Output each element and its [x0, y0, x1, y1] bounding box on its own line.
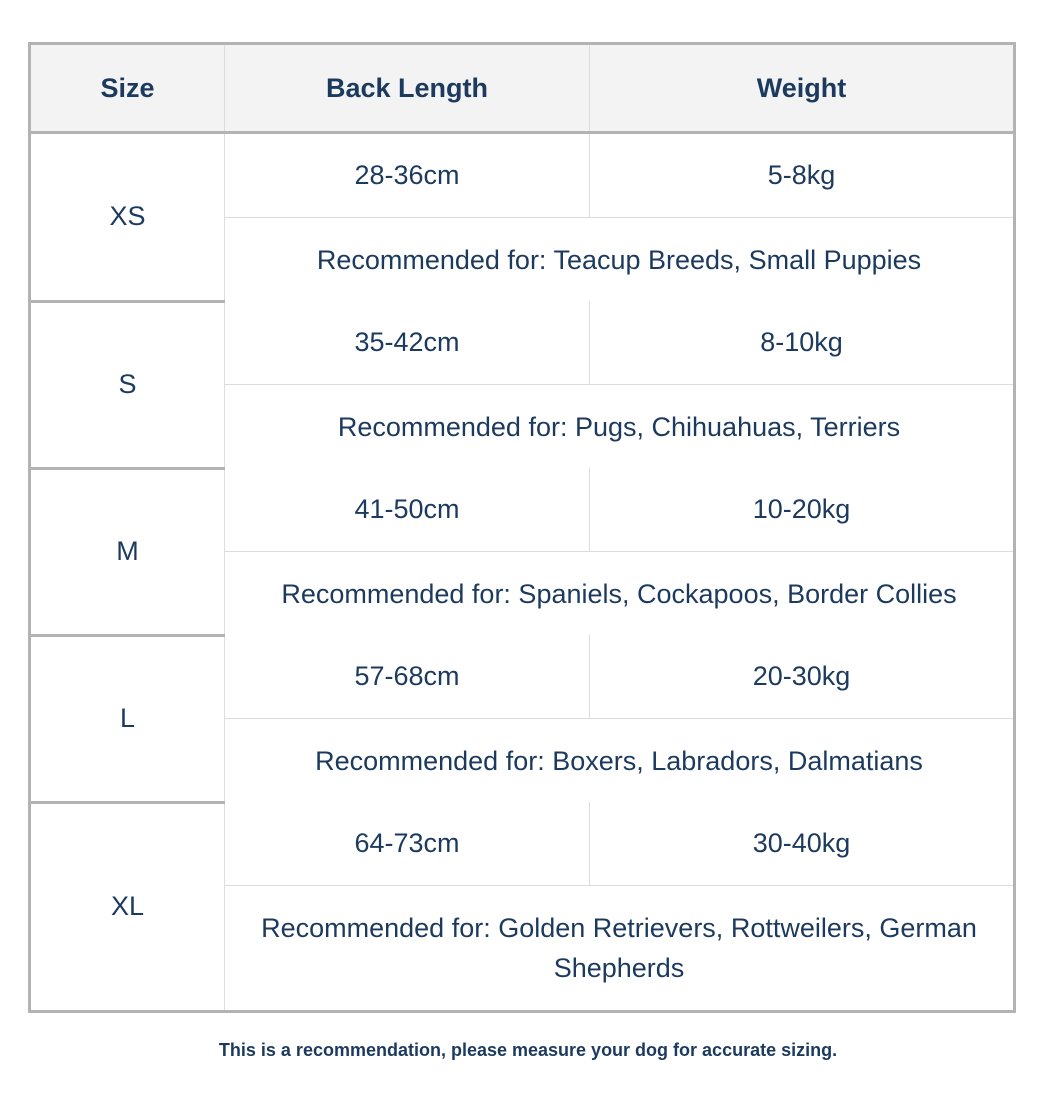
back-length-cell: 57-68cm — [225, 635, 590, 719]
size-group-xl — [30, 802, 1015, 1012]
back-length-cell: 28-36cm — [225, 133, 590, 218]
weight-cell: 5-8kg — [590, 133, 1015, 218]
size-group-xs — [30, 133, 1015, 302]
table-row — [30, 468, 1015, 552]
recommendation-cell: Recommended for: Teacup Breeds, Small Puppies — [316, 244, 922, 275]
recommendation-cell: Recommended for: Spaniels, Cockapoos, Border Collies — [281, 578, 957, 609]
size-cell: S — [30, 301, 225, 468]
size-chart-table — [28, 42, 1016, 1013]
recommendation-cell: Recommended for: Boxers, Labradors, Dalmatians — [315, 745, 923, 776]
weight-cell: 30-40kg — [590, 802, 1015, 886]
table-row — [30, 301, 1015, 385]
weight-cell: 8-10kg — [590, 301, 1015, 385]
sizing-footnote: This is a recommendation, please measure your dog for accurate sizing. — [218, 1040, 838, 1060]
weight-cell: 10-20kg — [590, 468, 1015, 552]
size-group-s — [30, 301, 1015, 468]
recommendation-cell: Recommended for: Golden Retrievers, Rottweilers, German Shepherds — [261, 913, 977, 983]
size-cell: M — [30, 468, 225, 635]
table-header — [30, 44, 1015, 133]
size-cell: XL — [30, 802, 225, 1012]
size-group-l — [30, 635, 1015, 802]
back-length-cell: 35-42cm — [225, 301, 590, 385]
table-row — [30, 133, 1015, 218]
header-weight: Weight — [590, 44, 1015, 133]
size-group-m — [30, 468, 1015, 635]
size-cell: XS — [30, 133, 225, 302]
weight-cell: 20-30kg — [590, 635, 1015, 719]
header-row — [30, 44, 1015, 133]
table-row — [30, 635, 1015, 719]
recommendation-cell: Recommended for: Pugs, Chihuahuas, Terriers — [337, 411, 901, 442]
header-size: Size — [30, 44, 225, 133]
size-cell: L — [30, 635, 225, 802]
back-length-cell: 41-50cm — [225, 468, 590, 552]
header-back-length: Back Length — [225, 44, 590, 133]
back-length-cell: 64-73cm — [225, 802, 590, 886]
table-row — [30, 802, 1015, 886]
